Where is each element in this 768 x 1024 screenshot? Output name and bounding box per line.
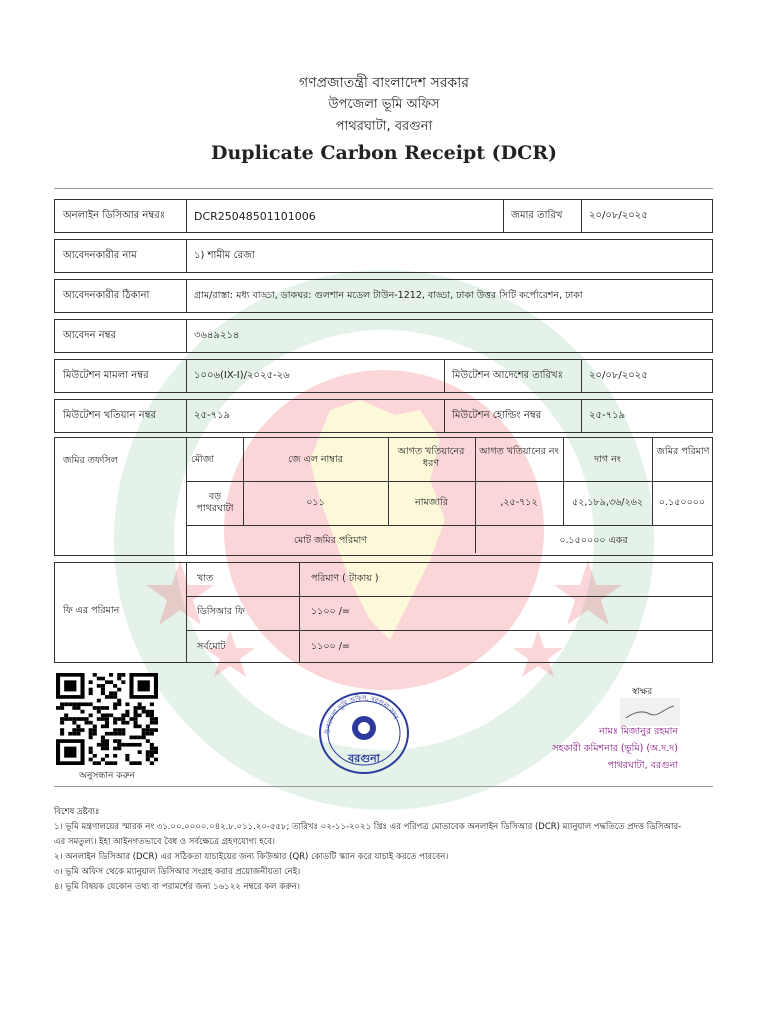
land-schedule-table <box>54 437 713 556</box>
qr-code[interactable] <box>56 673 158 765</box>
applicant-name-value: ১) শামীম রেজা <box>194 249 255 261</box>
row-dcr-number <box>54 199 713 233</box>
col-mouza: মৌজা <box>191 454 215 465</box>
row-mutation-case <box>54 359 713 393</box>
fee-head-label: খাত <box>197 573 214 584</box>
qr-caption: অনুসন্ধান করুন <box>79 771 135 781</box>
dcr-number-label: অনলাইন ডিসিআর নম্বরঃ <box>63 209 166 221</box>
note-item-2: ২। অনলাইন ডিসিআর (DCR) এর সঠিকতা যাচাইয়ের জন্য কিউআর (QR) কোডটি স্ক্যান করে যাচাই করতে পারবেন। <box>54 852 449 862</box>
office-seal <box>316 690 412 776</box>
header-divider <box>54 188 713 189</box>
applicant-address-label: আবেদনকারীর ঠিকানা <box>63 289 150 301</box>
cell-land-amount: ০.১৫০০০০ <box>658 497 706 508</box>
col-khatian-number: আগত খতিয়ানের নং <box>479 446 559 457</box>
cell-jl-number: ০১১ <box>306 497 325 508</box>
total-land-value: ০.১৫০০০০ একর <box>559 535 628 546</box>
row-applicant-name <box>54 239 713 273</box>
mutation-order-date-label: মিউটেশন আদেশের তারিখঃ <box>452 369 563 381</box>
mutation-holding-label: মিউটেশন হোল্ডিং নম্বর <box>452 409 542 421</box>
total-land-label: মোট জমির পরিমাণ <box>294 535 367 546</box>
seal-bottom-text: বরগুনা <box>348 752 380 765</box>
fee-table <box>54 562 713 663</box>
signature-label: স্বাক্ষর <box>631 687 653 697</box>
document-header <box>0 72 768 164</box>
note-item-1: ১। ভূমি মন্ত্রণালয়ের স্মারক নং ৩১.০০.০০০০.০৪২.৮.০১১.২০-৫৫৮; তারিখঃ ০২-১১-২০২১ খ্রিঃ এর পরিপত্র মোতাবেক অনলাইন ডিসিআর (DCR) ম্যানুয়াল পদ্ধতিতে প্রদত্ত ডিসিআর- <box>54 822 682 832</box>
mutation-case-label: মিউটেশন মামলা নম্বর <box>63 369 149 381</box>
row-applicant-address <box>54 279 713 313</box>
mutation-case-value: ১০০৬(IX-I)/২০২৫-২৬ <box>194 369 290 381</box>
page-title: Duplicate Carbon Receipt (DCR) <box>211 142 557 164</box>
note-item-3: ৩। ভূমি অফিস থেকে ম্যানুয়াল ডিসিআর সংগ্রহ করার প্রয়োজনীয়তা নেই। <box>54 867 301 877</box>
cell-dag-number: ৫২,১৮৯,৩৬/২৬২ <box>572 497 643 508</box>
note-item-1-cont: এর সমতুল্য। ইহা আইনগতভাবে বৈধ ও সর্বক্ষেত্রে গ্রহণযোগ্য হবে। <box>54 837 275 847</box>
govt-name: গণপ্রজাতন্ত্রী বাংলাদেশ সরকার <box>299 75 469 91</box>
office-name: উপজেলা ভূমি অফিস <box>328 97 440 112</box>
fee-total-label: সর্বমোট <box>197 641 226 652</box>
row-mutation-khatian <box>54 399 713 433</box>
mutation-khatian-value: ২৫-৭১৯ <box>194 409 231 421</box>
dcr-number-value: DCR25048501101006 <box>194 209 316 223</box>
application-number-label: আবেদন নম্বর <box>63 329 117 341</box>
notes-heading: বিশেষ দ্রষ্টব্যঃ <box>54 807 100 817</box>
notes-section <box>54 805 714 895</box>
mutation-khatian-label: মিউটেশন খতিয়ান নম্বর <box>63 409 156 421</box>
cell-khatian-number: ,২৫-৭১২ <box>500 497 538 508</box>
application-number-value: ৩৬৪৯২১৪ <box>194 329 240 341</box>
dcr-fee-label: ডিসিআর ফি <box>197 606 245 617</box>
fee-section-label: ফি এর পরিমান <box>63 605 120 616</box>
land-schedule-label: জমির তফসিল <box>63 455 118 466</box>
seal-top-text: উপজেলা ভূমি অফিস, বরগুনা সদর <box>323 693 401 735</box>
deposit-date-label: জমার তারিখ <box>511 209 563 221</box>
dcr-fee-value: ১১০০ /= <box>311 606 350 617</box>
officer-office: পাথরঘাটা, বরগুনা <box>607 760 678 771</box>
fee-total-value: ১১০০ /= <box>311 641 350 652</box>
col-khatian-type: আগত খতিয়ানের ধরণ <box>397 446 465 469</box>
mutation-order-date-value: ২০/০৮/২০২৫ <box>589 369 648 381</box>
applicant-name-label: আবেদনকারীর নাম <box>63 249 137 261</box>
mutation-holding-value: ২৫-৭১৯ <box>589 409 626 421</box>
applicant-address-value: গ্রাম/রাস্তা: মধ্য বাড্ডা, ডাকঘর: গুলশান মডেল টাউন-1212, বাড্ডা, ঢাকা উত্তর সিটি কর্পোরেশন, ঢাকা <box>194 289 583 301</box>
col-land-amount: জমির পরিমাণ <box>656 446 710 457</box>
cell-mouza: বড় পাথরঘাটা <box>196 491 234 514</box>
office-location: পাথরঘাটা, বরগুনা <box>335 119 433 134</box>
signature-image <box>620 698 680 726</box>
fee-head-value: পরিমাণ ( টাকায় ) <box>311 573 379 584</box>
row-application-number <box>54 319 713 353</box>
deposit-date-value: ২০/০৮/২০২৫ <box>589 209 648 221</box>
footer-divider <box>54 786 713 787</box>
col-dag-number: দাগ নং <box>594 454 621 465</box>
col-jl-number: জে এল নাম্বার <box>288 454 343 465</box>
note-item-4: ৪। ভূমি বিষয়ক যেকোন তথ্য বা পরামর্শের জন্য ১৬১২২ নম্বরে কল করুন। <box>54 882 300 892</box>
officer-name: নামঃ মিজানুর রহমান <box>599 726 678 737</box>
officer-designation: সহকারী কমিশনার (ভূমি) (অ.দ.দ) <box>552 743 678 754</box>
cell-khatian-type: নামজারি <box>415 497 448 508</box>
